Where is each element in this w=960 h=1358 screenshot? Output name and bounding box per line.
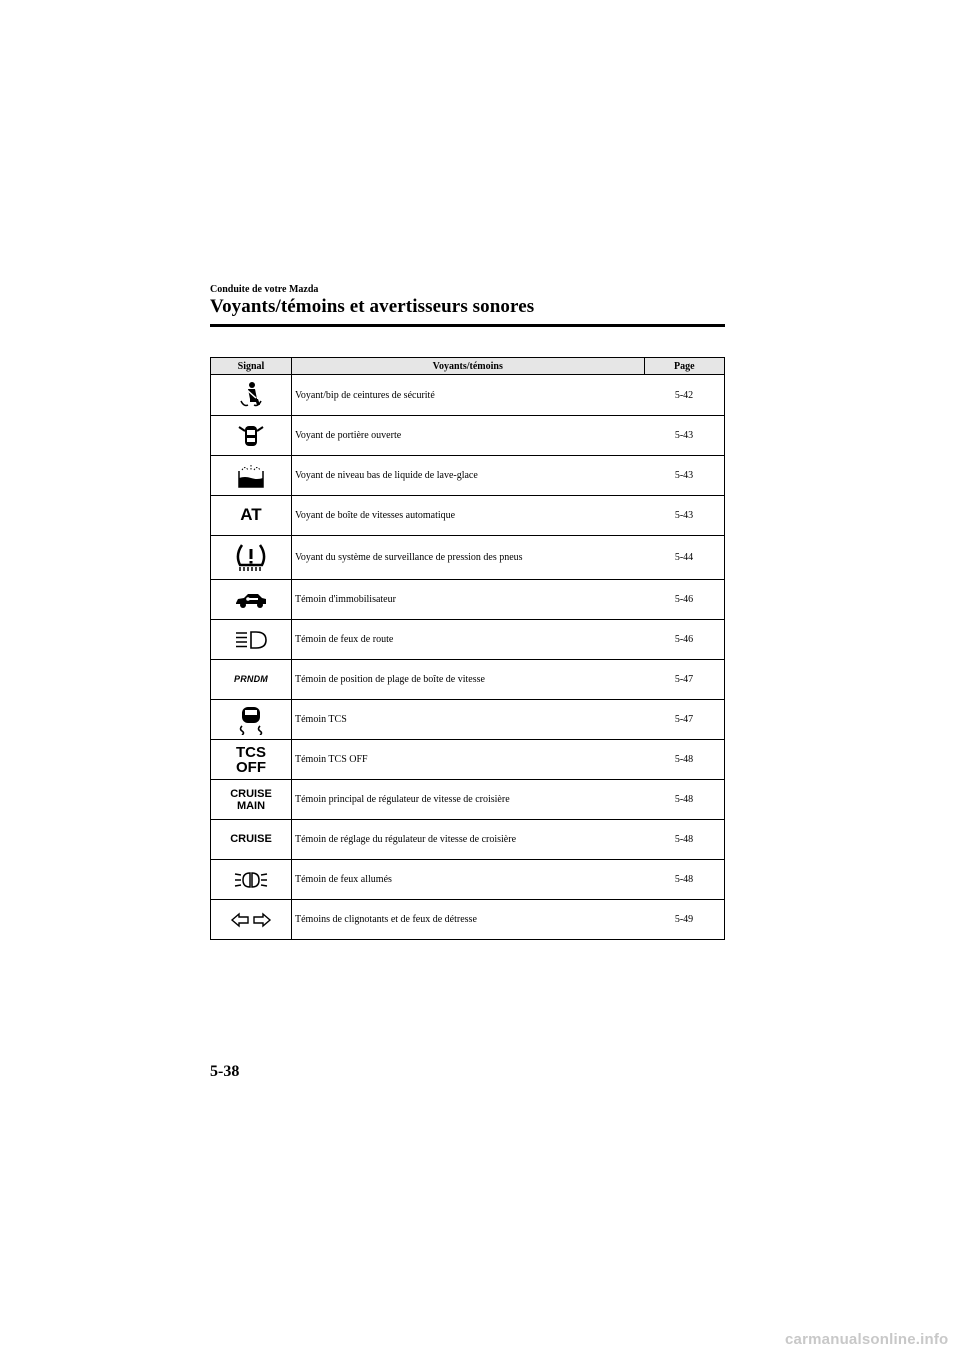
signal-cell	[211, 780, 292, 820]
page-ref: 5-43	[644, 416, 725, 456]
table-row	[211, 740, 725, 780]
indicator-label: Voyant de portière ouverte	[292, 416, 645, 456]
cruise-set-icon: CRUISE	[230, 833, 272, 845]
indicator-label: Témoin de feux allumés	[292, 860, 645, 900]
tcs-off-line-2: OFF	[236, 758, 266, 776]
page-ref: 5-47	[644, 700, 725, 740]
table-row	[211, 660, 725, 700]
page-ref: 5-46	[644, 620, 725, 660]
page-ref: 5-43	[644, 496, 725, 536]
signal-cell	[211, 496, 292, 536]
indicator-label: Voyant de niveau bas de liquide de lave-glace	[292, 456, 645, 496]
table-row	[211, 375, 725, 416]
table-row	[211, 900, 725, 940]
signal-cell	[211, 416, 292, 456]
page-ref: 5-48	[644, 740, 725, 780]
table-header-row	[211, 358, 725, 375]
shift-position-icon: PRNDM	[234, 674, 268, 684]
indicator-label: Témoin de réglage du régulateur de vitesse de croisière	[292, 820, 645, 860]
page-ref: 5-48	[644, 780, 725, 820]
page-ref: 5-48	[644, 820, 725, 860]
footer-watermark: carmanualsonline.info	[785, 1331, 949, 1348]
tcs-icon	[237, 705, 265, 735]
signal-cell	[211, 820, 292, 860]
door-ajar-icon	[237, 423, 265, 449]
turn-signal-icon	[230, 912, 272, 928]
section-heading: Conduite de votre Mazda	[210, 284, 319, 295]
indicator-label: Témoins de clignotants et de feux de détresse	[292, 900, 645, 940]
table-row	[211, 820, 725, 860]
indicator-label: Témoin principal de régulateur de vitesse de croisière	[292, 780, 645, 820]
page-ref: 5-43	[644, 456, 725, 496]
header-signal: Signal	[211, 358, 292, 375]
page-ref: 5-44	[644, 536, 725, 580]
header-page: Page	[644, 358, 725, 375]
indicator-label: Voyant/bip de ceintures de sécurité	[292, 375, 645, 416]
table-row	[211, 580, 725, 620]
indicator-table	[210, 357, 725, 940]
tcs-off-icon	[236, 745, 266, 775]
page-ref: 5-47	[644, 660, 725, 700]
table-row	[211, 456, 725, 496]
table-row	[211, 536, 725, 580]
indicator-label: Voyant du système de surveillance de pression des pneus	[292, 536, 645, 580]
cruise-main-line-1: CRUISE	[230, 787, 272, 800]
washer-fluid-icon	[237, 463, 265, 489]
high-beam-icon	[234, 630, 268, 650]
cruise-main-line-2: MAIN	[236, 799, 266, 812]
signal-cell	[211, 660, 292, 700]
signal-cell	[211, 456, 292, 496]
signal-cell	[211, 536, 292, 580]
indicator-label: Témoin de feux de route	[292, 620, 645, 660]
signal-cell	[211, 860, 292, 900]
page-title: Voyants/témoins et avertisseurs sonores	[210, 296, 535, 317]
lights-on-icon	[233, 870, 269, 890]
indicator-label: Témoin de position de plage de boîte de vitesse	[292, 660, 645, 700]
signal-cell	[211, 900, 292, 940]
immobilizer-icon	[234, 591, 268, 609]
signal-cell	[211, 375, 292, 416]
title-rule	[210, 324, 725, 327]
table-row	[211, 496, 725, 536]
table-row	[211, 780, 725, 820]
page-ref: 5-46	[644, 580, 725, 620]
signal-cell	[211, 740, 292, 780]
indicator-label: Témoin TCS OFF	[292, 740, 645, 780]
tcs-off-line-1: TCS	[236, 743, 266, 761]
page-number: 5-38	[210, 1063, 240, 1080]
signal-cell	[211, 700, 292, 740]
table-row	[211, 416, 725, 456]
page-ref: 5-49	[644, 900, 725, 940]
page-ref: 5-48	[644, 860, 725, 900]
indicator-label: Témoin TCS	[292, 700, 645, 740]
tire-pressure-icon	[234, 543, 268, 573]
cruise-main-icon	[230, 788, 272, 812]
signal-cell	[211, 620, 292, 660]
header-indicators: Voyants/témoins	[292, 358, 645, 375]
table-row	[211, 860, 725, 900]
page-ref: 5-42	[644, 375, 725, 416]
table-row	[211, 700, 725, 740]
indicator-label: Voyant de boîte de vitesses automatique	[292, 496, 645, 536]
seatbelt-warning-icon	[238, 381, 264, 409]
table-row	[211, 620, 725, 660]
indicator-label: Témoin d'immobilisateur	[292, 580, 645, 620]
signal-cell	[211, 580, 292, 620]
at-icon: AT	[240, 505, 262, 524]
